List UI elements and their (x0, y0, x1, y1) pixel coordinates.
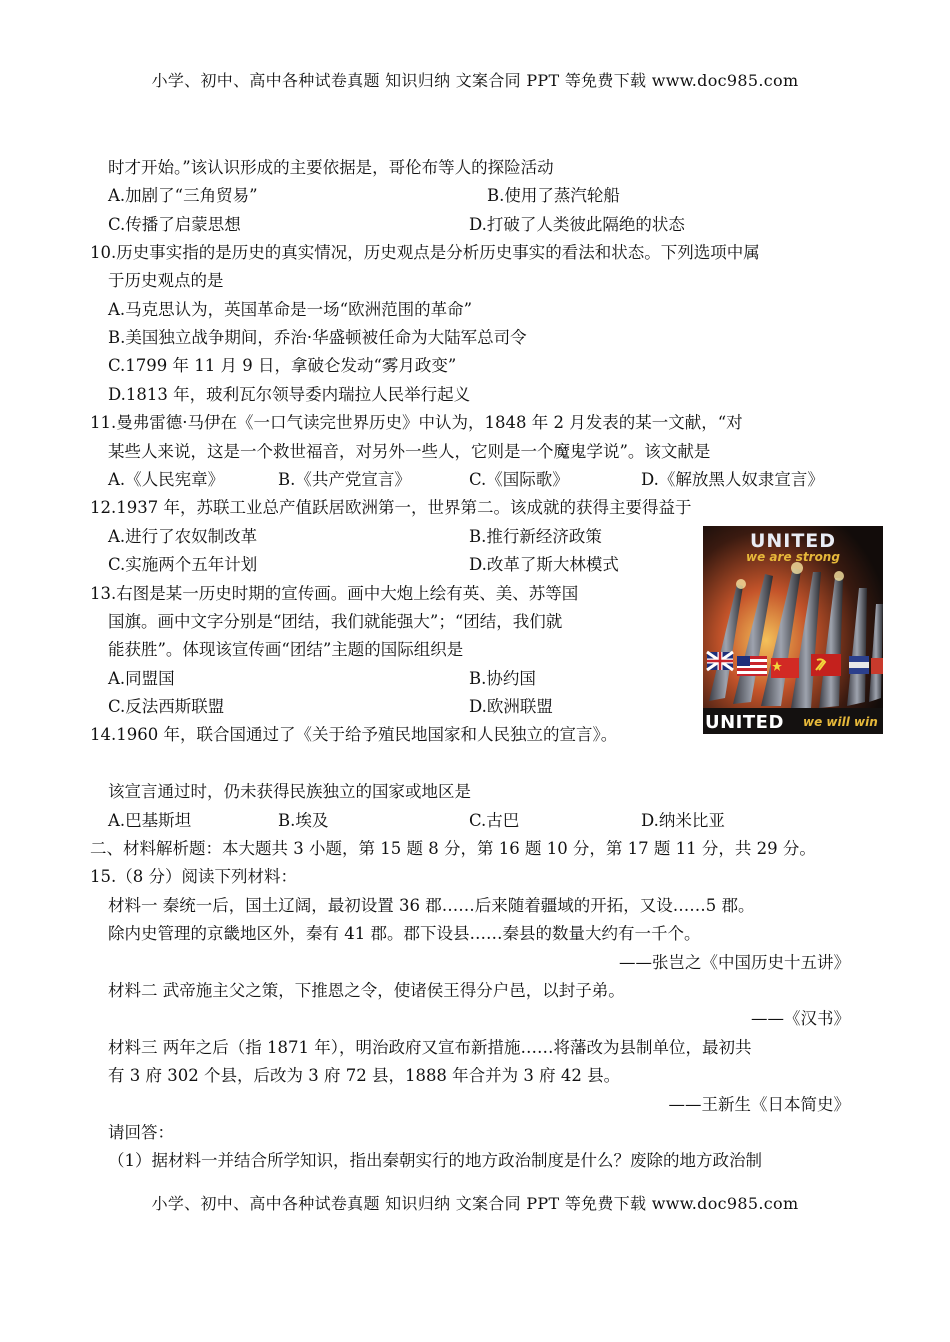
q9-continuation: 时才开始。”该认识形成的主要依据是，哥伦布等人的探险活动 (108, 158, 554, 177)
q15-material1-line2: 除内史管理的京畿地区外，秦有 41 郡。郡下设县……秦县的数量大约有一千个。 (108, 924, 701, 943)
q15-material1-source: ——张岂之《中国历史十五讲》 (619, 953, 850, 972)
q15-ask: 请回答： (108, 1123, 174, 1142)
page-header: 小学、初中、高中各种试卷真题 知识归纳 文案合同 PPT 等免费下载 www.doc985.com (151, 71, 799, 90)
q13-stem-line3: 能获胜”。体现该宣传画“团结”主题的国际组织是 (108, 640, 464, 659)
q15-material3-source: ——王新生《日本简史》 (668, 1095, 850, 1114)
q13-option-d: D.欧洲联盟 (469, 697, 553, 716)
q15-material1-line1: 材料一 秦统一后，国土辽阔，最初设置 36 郡……后来随着疆域的开拓，又设……5 郡。 (108, 896, 755, 915)
section-two-heading: 二、材料解析题：本大题共 3 小题，第 15 题 8 分，第 16 题 10 分，第 17 题 11 分，共 29 分。 (90, 839, 816, 858)
uk-flag-icon (707, 652, 733, 670)
q13-option-b: B.协约国 (469, 669, 536, 688)
q9-option-d: D.打破了人类彼此隔绝的状态 (469, 215, 685, 234)
q15-title: 15.（8 分）阅读下列材料： (90, 867, 297, 886)
poster-bottom-subtitle: we will win (803, 715, 878, 729)
q15-subquestion-1: （1）据材料一并结合所学知识，指出秦朝实行的地方政治制度是什么？废除的地方政治制 (108, 1151, 762, 1170)
q14-stem-line1: 14.1960 年，联合国通过了《关于给予殖民地国家和人民独立的宣言》。 (90, 725, 618, 744)
q11-option-c: C.《国际歌》 (469, 470, 569, 489)
q14-option-c: C.古巴 (469, 811, 520, 830)
q13-option-c: C.反法西斯联盟 (108, 697, 225, 716)
q14-option-d: D.纳米比亚 (641, 811, 725, 830)
q13-option-a: A.同盟国 (108, 669, 175, 688)
poster-bottom-word: UNITED (705, 712, 784, 733)
other-flag-icon (849, 656, 883, 674)
q9-option-a: A.加剧了“三角贸易” (108, 186, 258, 205)
q10-option-a: A.马克思认为，英国革命是一场“欧洲范围的革命” (108, 300, 473, 319)
q10-option-c: C.1799 年 11 月 9 日，拿破仑发动“雾月政变” (108, 356, 457, 375)
q14-option-a: A.巴基斯坦 (108, 811, 192, 830)
q11-stem-line2: 某些人来说，这是一个救世福音，对另外一些人，它则是一个魔鬼学说”。该文献是 (108, 442, 711, 461)
q11-stem-line1: 11.曼弗雷德·马伊在《一口气读完世界历史》中认为，1848 年 2 月发表的某一文献，“对 (90, 413, 743, 432)
q12-option-c: C.实施两个五年计划 (108, 555, 258, 574)
q11-option-d: D.《解放黑人奴隶宣言》 (641, 470, 824, 489)
q10-option-d: D.1813 年，玻利瓦尔领导委内瑞拉人民举行起义 (108, 385, 471, 404)
q12-option-d: D.改革了斯大林模式 (469, 555, 619, 574)
poster-top-word: UNITED (749, 530, 837, 552)
q15-material2-source: ——《汉书》 (751, 1009, 850, 1028)
q14-stem-line2: 该宣言通过时，仍未获得民族独立的国家或地区是 (108, 782, 471, 801)
q11-option-b: B.《共产党宣言》 (278, 470, 411, 489)
page-footer: 小学、初中、高中各种试卷真题 知识归纳 文案合同 PPT 等免费下载 www.doc985.com (151, 1194, 799, 1213)
q13-stem-line1: 13.右图是某一历史时期的宣传画。画中大炮上绘有英、美、苏等国 (90, 584, 579, 603)
q9-option-b: B.使用了蒸汽轮船 (487, 186, 620, 205)
q10-option-b: B.美国独立战争期间，乔治·华盛顿被任命为大陆军总司令 (108, 328, 527, 347)
q13-stem-line2: 国旗。画中文字分别是“团结，我们就能强大”；“团结，我们就 (108, 612, 563, 631)
china-flag-icon (771, 658, 799, 678)
us-flag-icon (737, 656, 767, 676)
q15-material2-line1: 材料二 武帝施主父之策，下推恩之令，使诸侯王得分户邑，以封子弟。 (108, 981, 625, 1000)
q10-stem-line2: 于历史观点的是 (108, 271, 224, 290)
propaganda-poster-image (703, 526, 883, 734)
q12-stem: 12.1937 年，苏联工业总产值跃居欧洲第一，世界第二。该成就的获得主要得益于 (90, 498, 692, 517)
q15-material3-line2: 有 3 府 302 个县，后改为 3 府 72 县，1888 年合并为 3 府 42 县。 (108, 1066, 621, 1085)
q11-option-a: A.《人民宪章》 (108, 470, 225, 489)
ussr-flag-icon (811, 654, 841, 676)
q9-option-c: C.传播了启蒙思想 (108, 215, 241, 234)
poster-top-subtitle: we are strong (746, 550, 840, 564)
q10-stem-line1: 10.历史事实指的是历史的真实情况，历史观点是分析历史事实的看法和状态。下列选项中属 (90, 243, 760, 262)
q15-material3-line1: 材料三 两年之后（指 1871 年），明治政府又宣布新措施……将藩改为县制单位，最初共 (108, 1038, 752, 1057)
q12-option-a: A.进行了农奴制改革 (108, 527, 258, 546)
q14-option-b: B.埃及 (278, 811, 329, 830)
q12-option-b: B.推行新经济政策 (469, 527, 602, 546)
